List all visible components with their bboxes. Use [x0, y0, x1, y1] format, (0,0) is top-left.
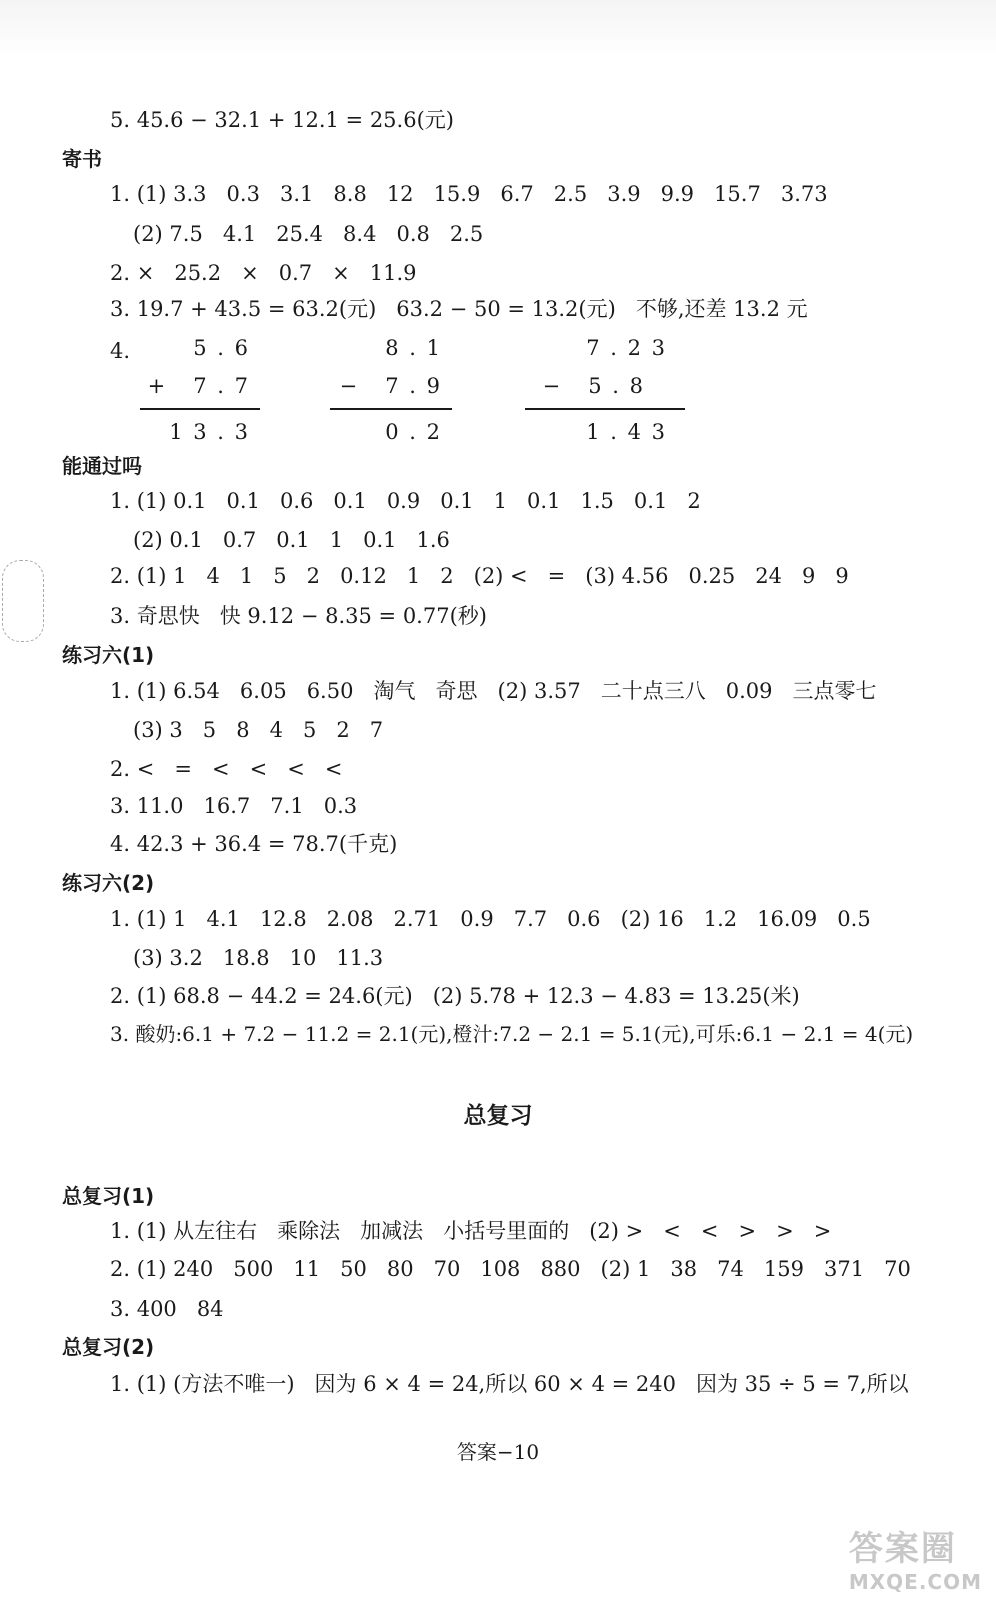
answer-line: 4. 42.3 + 36.4 = 78.7(千克) [110, 832, 398, 856]
section-heading: 总复习(1) [62, 1184, 155, 1208]
answer-line: 1. (1) 从左往右 乘除法 加减法 小括号里面的 (2) > < < > > > [110, 1219, 832, 1243]
answer-line: 1. (1) 1 4.1 12.8 2.08 2.71 0.9 7.7 0.6 (2) 16 1.2 16.09 0.5 [110, 907, 871, 931]
answer-line: 1. (1) 3.3 0.3 3.1 8.8 12 15.9 6.7 2.5 3.9 9.9 15.7 3.73 [110, 182, 828, 206]
answer-line: 5. 45.6 − 32.1 + 12.1 = 25.6(元) [110, 108, 454, 132]
calc-top: 7 . 2 3 [586, 336, 667, 360]
calc-result: 1 . 4 3 [586, 420, 667, 444]
answer-line: 1. (1) 6.54 6.05 6.50 淘气 奇思 (2) 3.57 二十点三八 0.09 三点零七 [110, 679, 877, 703]
answer-line: 1. (1) (方法不唯一) 因为 6 × 4 = 24,所以 60 × 4 = 240 因为 35 ÷ 5 = 7,所以 [110, 1372, 909, 1396]
calc-top: 8 . 1 [385, 336, 442, 360]
watermark-url: MXQE.COM [848, 1570, 982, 1594]
calc-line [525, 408, 685, 410]
answer-line: 3. 11.0 16.7 7.1 0.3 [110, 794, 358, 818]
answer-line: 3. 19.7 + 43.5 = 63.2(元) 63.2 − 50 = 13.2(元) 不够,还差 13.2 元 [110, 297, 808, 321]
calc-top: 5 . 6 [193, 336, 250, 360]
watermark-logo: 答案圈 [848, 1529, 957, 1569]
calc-operand: − 5 . 8 [542, 374, 645, 398]
vertical-calc [140, 336, 260, 451]
watermark [849, 1521, 982, 1594]
vertical-calc [330, 336, 452, 451]
answer-line: 2. × 25.2 × 0.7 × 11.9 [110, 261, 417, 285]
answer-line: (2) 0.1 0.7 0.1 1 0.1 1.6 [133, 528, 450, 552]
answer-line: 2. (1) 68.8 − 44.2 = 24.6(元) (2) 5.78 + 12.3 − 4.83 = 13.25(米) [110, 984, 800, 1008]
calc-line [140, 408, 260, 410]
calc-line [330, 408, 452, 410]
question-number: 4. [110, 339, 131, 363]
section-heading: 总复习(2) [62, 1335, 155, 1359]
calc-result: 0 . 2 [385, 420, 442, 444]
answer-line: 2. < = < < < < [110, 757, 343, 781]
answer-line: 2. (1) 240 500 11 50 80 70 108 880 (2) 1 38 74 159 371 70 [110, 1257, 911, 1281]
answer-line: (2) 7.5 4.1 25.4 8.4 0.8 2.5 [133, 222, 484, 246]
section-heading: 练习六(2) [62, 871, 155, 895]
calc-operand: + 7 . 7 [147, 374, 250, 398]
section-heading: 能通过吗 [62, 454, 142, 478]
answer-line: 2. (1) 1 4 1 5 2 0.12 1 2 (2) < = (3) 4.56 0.25 24 9 9 [110, 564, 849, 588]
answer-line: 3. 奇思快 快 9.12 − 8.35 = 0.77(秒) [110, 604, 487, 628]
vertical-calc [525, 336, 685, 451]
calc-result: 1 3 . 3 [169, 420, 250, 444]
section-heading: 练习六(1) [62, 643, 155, 667]
section-heading: 寄书 [62, 147, 102, 171]
answer-line: 3. 酸奶:6.1 + 7.2 − 11.2 = 2.1(元),橙汁:7.2 − 2.1 = 5.1(元),可乐:6.1 − 2.1 = 4(元) [110, 1022, 914, 1046]
answer-line: (3) 3 5 8 4 5 2 7 [133, 718, 384, 742]
answer-line: (3) 3.2 18.8 10 11.3 [133, 946, 384, 970]
margin-stamp [2, 560, 44, 642]
section-title: 总复习 [463, 1103, 533, 1129]
answer-line: 1. (1) 0.1 0.1 0.6 0.1 0.9 0.1 1 0.1 1.5 0.1 2 [110, 489, 701, 513]
scan-noise [0, 0, 996, 60]
answer-line: 3. 400 84 [110, 1297, 224, 1321]
calc-operand: − 7 . 9 [339, 374, 442, 398]
page-footer: 答案−10 [456, 1440, 540, 1464]
